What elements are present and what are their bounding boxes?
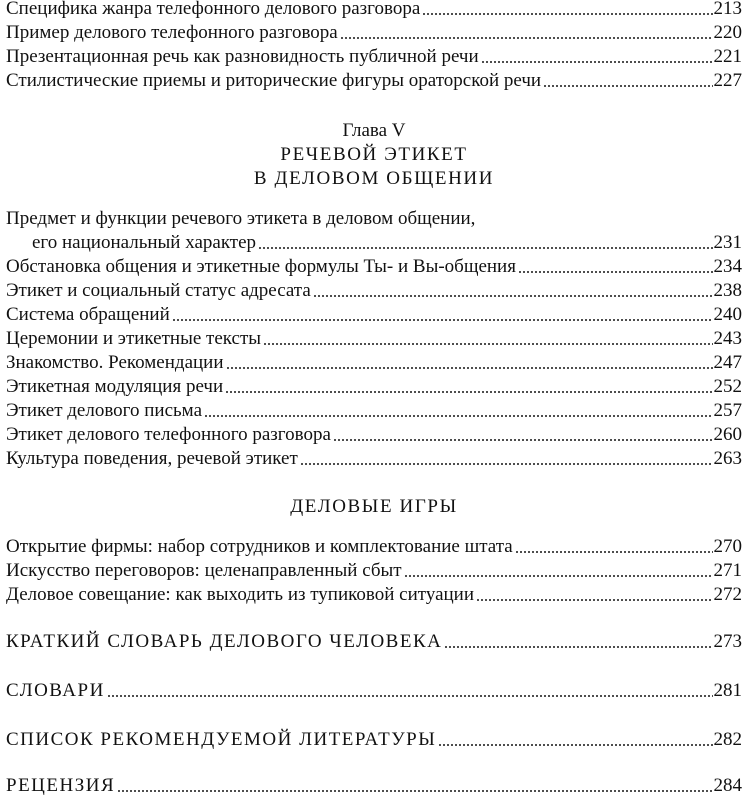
toc-entry-page: 271 bbox=[713, 560, 742, 581]
toc-entry-title: Этикет и социальный статус адресата bbox=[6, 280, 311, 301]
leader-dots bbox=[300, 463, 713, 465]
toc-entry-major bbox=[6, 728, 742, 752]
toc-entry bbox=[6, 399, 742, 423]
toc-entry-title: СПИСОК РЕКОМЕНДУЕМОЙ ЛИТЕРАТУРЫ bbox=[6, 729, 437, 750]
toc-entry bbox=[6, 303, 742, 327]
toc-entry-page: 263 bbox=[713, 448, 742, 469]
leader-dots bbox=[404, 575, 713, 577]
toc-entry-page: 213 bbox=[713, 0, 742, 19]
toc-entry-page: 281 bbox=[713, 680, 742, 701]
toc-entry bbox=[6, 279, 742, 303]
leader-dots bbox=[518, 271, 713, 273]
toc-entry bbox=[6, 255, 742, 279]
toc-entry-page: 231 bbox=[713, 232, 742, 253]
leader-dots bbox=[225, 391, 712, 393]
toc-entry-page: 247 bbox=[713, 352, 742, 373]
toc-entry-page: 270 bbox=[713, 536, 742, 557]
toc-entry-page: 273 bbox=[713, 631, 742, 652]
chapter-label: Глава V bbox=[342, 120, 406, 141]
toc-entry-title: СЛОВАРИ bbox=[6, 680, 105, 701]
toc-entry bbox=[6, 423, 742, 447]
toc-entry-title: Предмет и функции речевого этикета в деловом общении, bbox=[6, 208, 476, 229]
toc-entry-page: 284 bbox=[713, 775, 742, 796]
toc-entry bbox=[6, 447, 742, 471]
chapter-title-line2: В ДЕЛОВОМ ОБЩЕНИИ bbox=[253, 168, 495, 189]
toc-entry bbox=[6, 535, 742, 559]
toc-entry-title: Открытие фирмы: набор сотрудников и комплектование штата bbox=[6, 536, 513, 557]
leader-dots bbox=[515, 551, 713, 553]
leader-dots bbox=[422, 13, 712, 15]
toc-entry-major bbox=[6, 630, 742, 654]
toc-entry-title: Обстановка общения и этикетные формулы Ты- и Вы-общения bbox=[6, 256, 516, 277]
toc-entry-page: 260 bbox=[713, 424, 742, 445]
leader-dots bbox=[107, 695, 713, 697]
toc-entry-page: 257 bbox=[713, 400, 742, 421]
toc-entry-page: 234 bbox=[713, 256, 742, 277]
leader-dots bbox=[117, 790, 712, 792]
toc-entry-title: Пример делового телефонного разговора bbox=[6, 22, 338, 43]
leader-dots bbox=[340, 37, 713, 39]
leader-dots bbox=[258, 247, 712, 249]
toc-entry-title: Система обращений bbox=[6, 304, 170, 325]
toc-entry bbox=[6, 375, 742, 399]
toc-entry bbox=[32, 231, 742, 255]
leader-dots bbox=[226, 367, 713, 369]
toc-entry-major bbox=[6, 679, 742, 703]
leader-dots bbox=[476, 599, 712, 601]
toc-entry-title: Знакомство. Рекомендации bbox=[6, 352, 224, 373]
section-heading-games: ДЕЛОВЫЕ ИГРЫ bbox=[290, 496, 458, 517]
toc-entry-title: Этикет делового письма bbox=[6, 400, 203, 421]
toc-entry bbox=[6, 21, 742, 45]
leader-dots bbox=[313, 295, 713, 297]
toc-entry-page: 243 bbox=[713, 328, 742, 349]
toc-entry bbox=[6, 327, 742, 351]
toc-entry-title: Специфика жанра телефонного делового разговора bbox=[6, 0, 421, 19]
toc-entry-title: Церемонии и этикетные тексты bbox=[6, 328, 262, 349]
toc-entry-title: РЕЦЕНЗИЯ bbox=[6, 775, 116, 796]
toc-entry-title: Этикет делового телефонного разговора bbox=[6, 424, 331, 445]
toc-entry-major bbox=[6, 774, 742, 798]
toc-entry bbox=[6, 351, 742, 375]
leader-dots bbox=[481, 61, 713, 63]
toc-entry-page: 252 bbox=[713, 376, 742, 397]
toc-entry-title: Этикетная модуляция речи bbox=[6, 376, 224, 397]
toc-entry-title: Деловое совещание: как выходить из тупиковой ситуации bbox=[6, 584, 475, 605]
leader-dots bbox=[172, 319, 713, 321]
toc-entry-title: Стилистические приемы и риторические фигуры ораторской речи bbox=[6, 70, 542, 91]
leader-dots bbox=[543, 85, 712, 87]
toc-entry-page: 272 bbox=[713, 584, 742, 605]
toc-entry bbox=[6, 583, 742, 607]
toc-entry-title: Презентационная речь как разновидность публичной речи bbox=[6, 46, 479, 67]
leader-dots bbox=[438, 744, 712, 746]
toc-entry-page: 227 bbox=[713, 70, 742, 91]
chapter-title-line1: РЕЧЕВОЙ ЭТИКЕТ bbox=[280, 144, 468, 165]
leader-dots bbox=[333, 439, 713, 441]
toc-entry-page: 220 bbox=[713, 22, 742, 43]
leader-dots bbox=[263, 343, 712, 345]
leader-dots bbox=[444, 646, 712, 648]
toc-entry-title: Культура поведения, речевой этикет bbox=[6, 448, 298, 469]
toc-entry-title-continued: его национальный характер bbox=[32, 232, 257, 253]
toc-entry-title: Искусство переговоров: целенаправленный сбыт bbox=[6, 560, 402, 581]
toc-entry bbox=[6, 45, 742, 69]
toc-entry-page: 240 bbox=[713, 304, 742, 325]
toc-entry-page: 282 bbox=[713, 729, 742, 750]
toc-entry-title: КРАТКИЙ СЛОВАРЬ ДЕЛОВОГО ЧЕЛОВЕКА bbox=[6, 631, 443, 652]
toc-entry-page: 238 bbox=[713, 280, 742, 301]
toc-entry bbox=[6, 0, 742, 21]
toc-entry bbox=[6, 69, 742, 93]
toc-entry-page: 221 bbox=[713, 46, 742, 67]
toc-entry bbox=[6, 559, 742, 583]
leader-dots bbox=[204, 415, 712, 417]
